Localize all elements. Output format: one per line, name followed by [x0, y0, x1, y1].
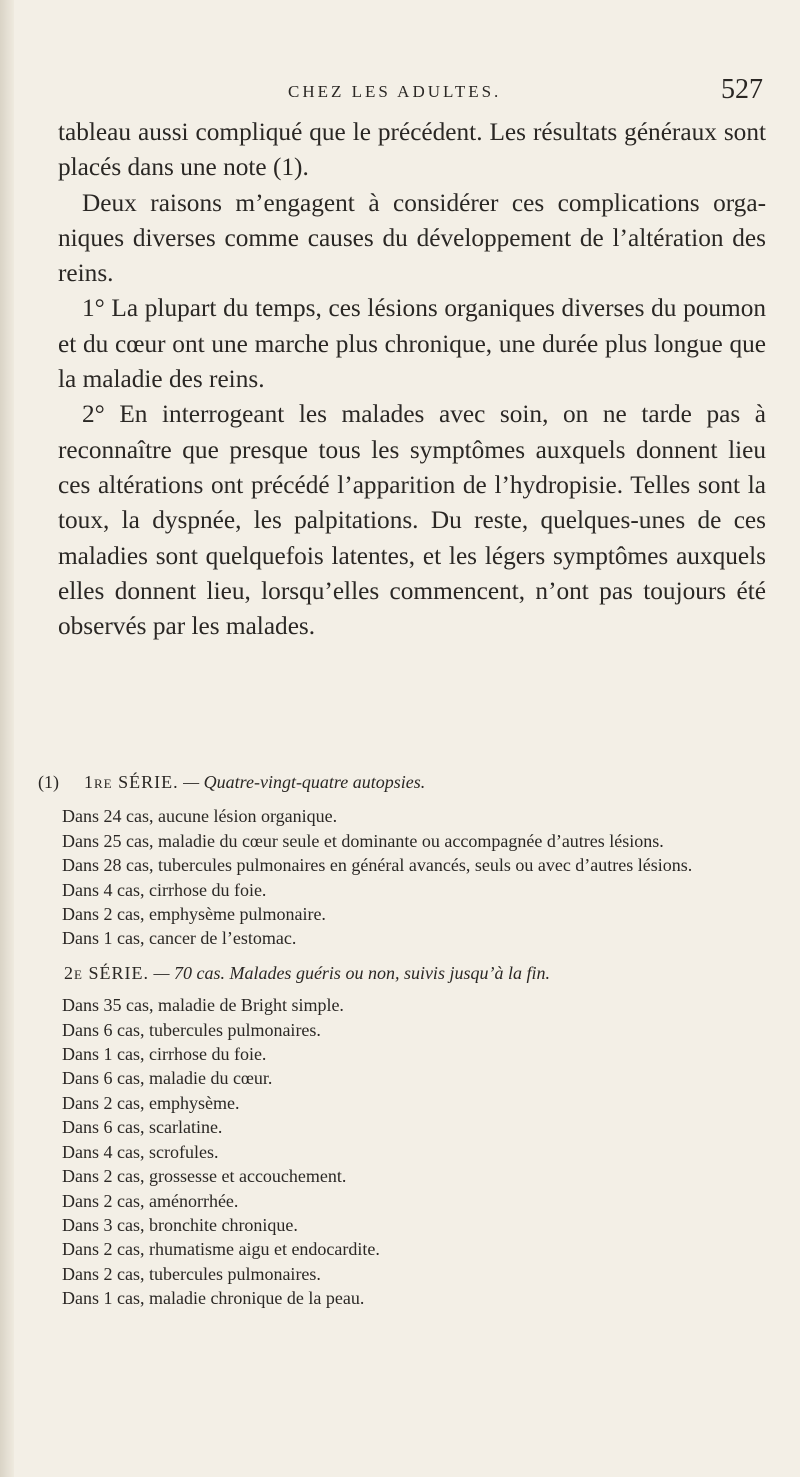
note-item: Dans 3 cas, bronchite chronique.: [62, 1214, 298, 1235]
note-item: Dans 4 cas, cirrhose du foie.: [62, 879, 267, 900]
note-item: Dans 2 cas, aménorrhée.: [62, 1190, 239, 1211]
note-item: Dans 2 cas, emphysème.: [62, 1092, 240, 1113]
footnote-number: (1): [38, 772, 59, 792]
page-header: [288, 74, 763, 114]
paragraph: Deux raisons m’engagent à considérer ces complications organiques diverses comme causes du développement de l’altération des reins.: [58, 188, 766, 288]
note-item: Dans 2 cas, rhumatisme aigu et endocardite.: [62, 1239, 380, 1260]
series-1-title: — Quatre-vingt-quatre autopsies.: [183, 772, 426, 792]
note-item: Dans 6 cas, scarlatine.: [62, 1117, 223, 1138]
series-2-heading: [38, 961, 766, 985]
running-title: CHEZ LES ADULTES.: [288, 82, 502, 101]
note-item: Dans 6 cas, maladie du cœur.: [62, 1068, 273, 1089]
paragraph: 1° La plupart du temps, ces lésions organiques diverses du poumon et du cœur ont une marche plus chronique, une durée plus longue que la maladie des reins.: [58, 294, 766, 394]
note-item: Dans 2 cas, emphysème pulmonaire.: [62, 904, 326, 925]
note-item: Dans 2 cas, tubercules pulmonaires.: [62, 1263, 321, 1284]
note-item: Dans 28 cas, tubercules pulmonaires en général avancés, seuls ou avec d’autres lésions.: [62, 855, 693, 876]
note-item: Dans 25 cas, maladie du cœur seule et dominante ou accompagnée d’autres lésions.: [62, 830, 664, 851]
page-binding-edge: [0, 0, 14, 1477]
series-1-heading: [38, 770, 766, 794]
note-item: Dans 1 cas, cancer de l’estomac.: [62, 928, 297, 949]
note-item: Dans 1 cas, maladie chronique de la peau.: [62, 1288, 365, 1309]
paragraph: 2° En interrogeant les malades avec soin, on ne tarde pas à reconnaître que presque tous les symptômes auxquels donnent lieu ces altérations ont précédé l’apparition de l’hydropisie. Telles sont la toux, la dyspnée, les palpitations. Du reste, quelques-unes de ces maladies sont quelquefois latentes, et les légers symptômes auxquels elles donnent lieu, lorsqu’elles commencent, n’ont pas toujours été observés par les malades.: [58, 400, 766, 641]
page-number: 527: [721, 74, 763, 105]
series-1-label: 1re SÉRIE.: [84, 772, 179, 792]
note-item: Dans 1 cas, cirrhose du foie.: [62, 1044, 267, 1065]
main-text: [58, 115, 766, 644]
series-2-label: 2e SÉRIE.: [64, 962, 149, 983]
note-item: Dans 24 cas, aucune lésion organique.: [62, 806, 338, 827]
paragraph: tableau aussi compliqué que le précédent. Les résultats généraux sont placés dans une note (1).: [58, 118, 766, 182]
series-2-title: — 70 cas. Malades guéris ou non, suivis jusqu’à la fin.: [153, 962, 550, 983]
note-item: Dans 4 cas, scrofules.: [62, 1141, 219, 1162]
footnote: [38, 770, 766, 1311]
note-item: Dans 35 cas, maladie de Bright simple.: [62, 995, 344, 1016]
note-item: Dans 2 cas, grossesse et accouchement.: [62, 1166, 347, 1187]
note-item: Dans 6 cas, tubercules pulmonaires.: [62, 1019, 321, 1040]
